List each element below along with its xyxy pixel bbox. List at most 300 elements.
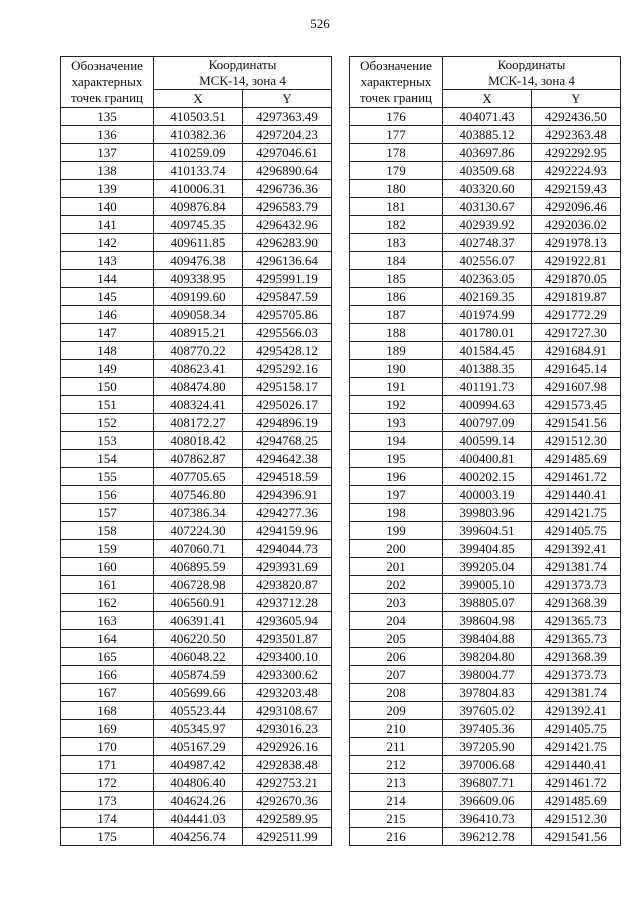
x-coordinate-cell: 408324.41 bbox=[154, 396, 243, 414]
table-row bbox=[61, 144, 332, 162]
table-row bbox=[61, 198, 332, 216]
table-row bbox=[350, 828, 621, 846]
point-header-line-2: характерных bbox=[360, 74, 432, 89]
table-row bbox=[350, 180, 621, 198]
table-row bbox=[350, 252, 621, 270]
x-coordinate-cell: 399404.85 bbox=[443, 540, 532, 558]
x-coordinate-cell: 406728.98 bbox=[154, 576, 243, 594]
x-coordinate-cell: 400994.63 bbox=[443, 396, 532, 414]
table-row bbox=[350, 486, 621, 504]
y-coordinate-cell: 4292511.99 bbox=[243, 828, 332, 846]
y-coordinate-cell: 4294642.38 bbox=[243, 450, 332, 468]
table-row bbox=[61, 738, 332, 756]
point-number-cell: 197 bbox=[350, 486, 443, 504]
point-number-cell: 198 bbox=[350, 504, 443, 522]
point-number-cell: 199 bbox=[350, 522, 443, 540]
point-column-header bbox=[350, 57, 443, 108]
x-coordinate-cell: 397006.68 bbox=[443, 756, 532, 774]
y-coordinate-cell: 4294044.73 bbox=[243, 540, 332, 558]
point-number-cell: 204 bbox=[350, 612, 443, 630]
table-row bbox=[350, 720, 621, 738]
point-number-cell: 216 bbox=[350, 828, 443, 846]
point-number-cell: 163 bbox=[61, 612, 154, 630]
x-coordinate-cell: 404071.43 bbox=[443, 108, 532, 126]
y-coordinate-cell: 4291368.39 bbox=[532, 594, 621, 612]
table-row bbox=[61, 414, 332, 432]
point-number-cell: 190 bbox=[350, 360, 443, 378]
point-header-line-3: точек границ bbox=[70, 90, 144, 105]
x-coordinate-cell: 405345.97 bbox=[154, 720, 243, 738]
point-number-cell: 152 bbox=[61, 414, 154, 432]
point-header-line-1: Обозначение bbox=[360, 58, 432, 73]
point-number-cell: 172 bbox=[61, 774, 154, 792]
point-number-cell: 194 bbox=[350, 432, 443, 450]
y-coordinate-cell: 4291607.98 bbox=[532, 378, 621, 396]
point-number-cell: 188 bbox=[350, 324, 443, 342]
point-number-cell: 159 bbox=[61, 540, 154, 558]
x-coordinate-cell: 396609.06 bbox=[443, 792, 532, 810]
x-coordinate-cell: 400797.09 bbox=[443, 414, 532, 432]
coordinates-header-line-2: МСК-14, зона 4 bbox=[488, 73, 575, 88]
point-number-cell: 205 bbox=[350, 630, 443, 648]
x-coordinate-cell: 398404.88 bbox=[443, 630, 532, 648]
y-coordinate-cell: 4291485.69 bbox=[532, 450, 621, 468]
point-number-cell: 164 bbox=[61, 630, 154, 648]
table-row bbox=[350, 378, 621, 396]
y-coordinate-cell: 4291870.05 bbox=[532, 270, 621, 288]
point-number-cell: 136 bbox=[61, 126, 154, 144]
x-coordinate-cell: 399005.10 bbox=[443, 576, 532, 594]
x-coordinate-cell: 402169.35 bbox=[443, 288, 532, 306]
point-number-cell: 158 bbox=[61, 522, 154, 540]
table-row bbox=[61, 288, 332, 306]
point-number-cell: 207 bbox=[350, 666, 443, 684]
point-number-cell: 202 bbox=[350, 576, 443, 594]
x-coordinate-cell: 406048.22 bbox=[154, 648, 243, 666]
table-row bbox=[61, 522, 332, 540]
table-row bbox=[61, 450, 332, 468]
point-number-cell: 151 bbox=[61, 396, 154, 414]
table-row bbox=[61, 612, 332, 630]
x-coordinate-cell: 404256.74 bbox=[154, 828, 243, 846]
coordinates-header bbox=[154, 57, 332, 90]
x-coordinate-cell: 410259.09 bbox=[154, 144, 243, 162]
x-coordinate-cell: 407224.30 bbox=[154, 522, 243, 540]
x-coordinate-cell: 399803.96 bbox=[443, 504, 532, 522]
x-coordinate-cell: 409745.35 bbox=[154, 216, 243, 234]
point-number-cell: 178 bbox=[350, 144, 443, 162]
y-coordinate-cell: 4291922.81 bbox=[532, 252, 621, 270]
table-row bbox=[61, 504, 332, 522]
point-number-cell: 150 bbox=[61, 378, 154, 396]
table-row bbox=[61, 810, 332, 828]
x-coordinate-cell: 398805.07 bbox=[443, 594, 532, 612]
table-row bbox=[61, 432, 332, 450]
point-number-cell: 168 bbox=[61, 702, 154, 720]
y-coordinate-cell: 4292436.50 bbox=[532, 108, 621, 126]
table-row bbox=[61, 702, 332, 720]
y-coordinate-cell: 4292096.46 bbox=[532, 198, 621, 216]
point-number-cell: 201 bbox=[350, 558, 443, 576]
x-coordinate-cell: 410006.31 bbox=[154, 180, 243, 198]
table-row bbox=[61, 630, 332, 648]
table-row bbox=[61, 306, 332, 324]
table-row bbox=[61, 126, 332, 144]
x-coordinate-cell: 397804.83 bbox=[443, 684, 532, 702]
table-row bbox=[350, 306, 621, 324]
point-number-cell: 192 bbox=[350, 396, 443, 414]
y-coordinate-cell: 4297204.23 bbox=[243, 126, 332, 144]
table-row bbox=[61, 252, 332, 270]
table-body-left bbox=[61, 108, 332, 846]
point-number-cell: 187 bbox=[350, 306, 443, 324]
x-coordinate-cell: 400400.81 bbox=[443, 450, 532, 468]
point-header-line-2: характерных bbox=[71, 74, 143, 89]
table-row bbox=[350, 162, 621, 180]
x-coordinate-cell: 410133.74 bbox=[154, 162, 243, 180]
point-number-cell: 195 bbox=[350, 450, 443, 468]
point-number-cell: 179 bbox=[350, 162, 443, 180]
x-coordinate-cell: 398604.98 bbox=[443, 612, 532, 630]
table-row bbox=[350, 774, 621, 792]
table-row bbox=[61, 396, 332, 414]
y-coordinate-cell: 4297363.49 bbox=[243, 108, 332, 126]
point-number-cell: 162 bbox=[61, 594, 154, 612]
x-coordinate-cell: 406220.50 bbox=[154, 630, 243, 648]
table-row bbox=[61, 540, 332, 558]
x-coordinate-cell: 403320.60 bbox=[443, 180, 532, 198]
y-coordinate-cell: 4293016.23 bbox=[243, 720, 332, 738]
y-coordinate-cell: 4291373.73 bbox=[532, 576, 621, 594]
y-coordinate-cell: 4294768.25 bbox=[243, 432, 332, 450]
x-column-header: X bbox=[154, 90, 243, 108]
y-coordinate-cell: 4296432.96 bbox=[243, 216, 332, 234]
y-coordinate-cell: 4296283.90 bbox=[243, 234, 332, 252]
x-coordinate-cell: 400003.19 bbox=[443, 486, 532, 504]
point-number-cell: 176 bbox=[350, 108, 443, 126]
table-row bbox=[61, 648, 332, 666]
point-number-cell: 206 bbox=[350, 648, 443, 666]
x-coordinate-cell: 409058.34 bbox=[154, 306, 243, 324]
table-row bbox=[350, 144, 621, 162]
coordinates-header-line-1: Координаты bbox=[208, 57, 277, 72]
x-coordinate-cell: 401388.35 bbox=[443, 360, 532, 378]
y-coordinate-cell: 4296736.36 bbox=[243, 180, 332, 198]
x-coordinate-cell: 401974.99 bbox=[443, 306, 532, 324]
y-coordinate-cell: 4294518.59 bbox=[243, 468, 332, 486]
y-coordinate-cell: 4292838.48 bbox=[243, 756, 332, 774]
table-row bbox=[350, 702, 621, 720]
point-number-cell: 184 bbox=[350, 252, 443, 270]
y-coordinate-cell: 4291461.72 bbox=[532, 774, 621, 792]
point-number-cell: 156 bbox=[61, 486, 154, 504]
x-coordinate-cell: 402363.05 bbox=[443, 270, 532, 288]
table-row bbox=[350, 810, 621, 828]
table-row bbox=[350, 342, 621, 360]
table-row bbox=[61, 270, 332, 288]
table-body-right bbox=[350, 108, 621, 846]
x-coordinate-cell: 397605.02 bbox=[443, 702, 532, 720]
point-number-cell: 144 bbox=[61, 270, 154, 288]
point-number-cell: 137 bbox=[61, 144, 154, 162]
y-coordinate-cell: 4293400.10 bbox=[243, 648, 332, 666]
table-row bbox=[61, 666, 332, 684]
point-number-cell: 213 bbox=[350, 774, 443, 792]
table-row bbox=[350, 648, 621, 666]
table-row bbox=[61, 828, 332, 846]
table-row bbox=[350, 414, 621, 432]
y-coordinate-cell: 4296890.64 bbox=[243, 162, 332, 180]
y-coordinate-cell: 4293501.87 bbox=[243, 630, 332, 648]
point-number-cell: 208 bbox=[350, 684, 443, 702]
table-row bbox=[61, 180, 332, 198]
x-coordinate-cell: 399205.04 bbox=[443, 558, 532, 576]
table-row bbox=[61, 324, 332, 342]
x-coordinate-cell: 401780.01 bbox=[443, 324, 532, 342]
x-coordinate-cell: 396410.73 bbox=[443, 810, 532, 828]
table-row bbox=[350, 684, 621, 702]
point-number-cell: 170 bbox=[61, 738, 154, 756]
y-coordinate-cell: 4292753.21 bbox=[243, 774, 332, 792]
y-coordinate-cell: 4291440.41 bbox=[532, 486, 621, 504]
x-coordinate-cell: 410382.36 bbox=[154, 126, 243, 144]
point-number-cell: 169 bbox=[61, 720, 154, 738]
table-row bbox=[350, 432, 621, 450]
table-row bbox=[61, 792, 332, 810]
y-coordinate-cell: 4295847.59 bbox=[243, 288, 332, 306]
table-row bbox=[350, 612, 621, 630]
point-number-cell: 160 bbox=[61, 558, 154, 576]
table-row bbox=[350, 270, 621, 288]
y-coordinate-cell: 4294159.96 bbox=[243, 522, 332, 540]
y-coordinate-cell: 4291461.72 bbox=[532, 468, 621, 486]
table-row bbox=[350, 738, 621, 756]
table-row bbox=[350, 576, 621, 594]
y-coordinate-cell: 4291440.41 bbox=[532, 756, 621, 774]
table-row bbox=[61, 558, 332, 576]
table-row bbox=[61, 342, 332, 360]
point-number-cell: 215 bbox=[350, 810, 443, 828]
point-number-cell: 146 bbox=[61, 306, 154, 324]
y-coordinate-cell: 4293820.87 bbox=[243, 576, 332, 594]
point-number-cell: 141 bbox=[61, 216, 154, 234]
x-coordinate-cell: 406560.91 bbox=[154, 594, 243, 612]
y-coordinate-cell: 4295026.17 bbox=[243, 396, 332, 414]
x-coordinate-cell: 408172.27 bbox=[154, 414, 243, 432]
y-coordinate-cell: 4291727.30 bbox=[532, 324, 621, 342]
y-coordinate-cell: 4296136.64 bbox=[243, 252, 332, 270]
table-row bbox=[350, 234, 621, 252]
x-coordinate-cell: 396807.71 bbox=[443, 774, 532, 792]
x-coordinate-cell: 402556.07 bbox=[443, 252, 532, 270]
x-coordinate-cell: 402748.37 bbox=[443, 234, 532, 252]
x-coordinate-cell: 409611.85 bbox=[154, 234, 243, 252]
table-row bbox=[61, 774, 332, 792]
table-row bbox=[350, 324, 621, 342]
table-row bbox=[350, 450, 621, 468]
y-coordinate-cell: 4293108.67 bbox=[243, 702, 332, 720]
point-number-cell: 212 bbox=[350, 756, 443, 774]
table-row bbox=[350, 666, 621, 684]
y-coordinate-cell: 4291365.73 bbox=[532, 612, 621, 630]
coordinates-table-right bbox=[349, 56, 621, 846]
point-number-cell: 174 bbox=[61, 810, 154, 828]
x-coordinate-cell: 397405.36 bbox=[443, 720, 532, 738]
point-number-cell: 173 bbox=[61, 792, 154, 810]
point-number-cell: 148 bbox=[61, 342, 154, 360]
point-number-cell: 203 bbox=[350, 594, 443, 612]
point-number-cell: 161 bbox=[61, 576, 154, 594]
coordinates-header-line-1: Координаты bbox=[497, 57, 566, 72]
y-coordinate-cell: 4291365.73 bbox=[532, 630, 621, 648]
x-coordinate-cell: 406391.41 bbox=[154, 612, 243, 630]
x-coordinate-cell: 407386.34 bbox=[154, 504, 243, 522]
table-row bbox=[350, 288, 621, 306]
x-coordinate-cell: 400202.15 bbox=[443, 468, 532, 486]
x-coordinate-cell: 403697.86 bbox=[443, 144, 532, 162]
point-number-cell: 142 bbox=[61, 234, 154, 252]
x-coordinate-cell: 405523.44 bbox=[154, 702, 243, 720]
table-row bbox=[61, 684, 332, 702]
y-coordinate-cell: 4292036.02 bbox=[532, 216, 621, 234]
point-number-cell: 177 bbox=[350, 126, 443, 144]
x-coordinate-cell: 408915.21 bbox=[154, 324, 243, 342]
point-number-cell: 135 bbox=[61, 108, 154, 126]
table-row bbox=[61, 720, 332, 738]
x-coordinate-cell: 397205.90 bbox=[443, 738, 532, 756]
point-number-cell: 183 bbox=[350, 234, 443, 252]
point-number-cell: 214 bbox=[350, 792, 443, 810]
y-coordinate-cell: 4295991.19 bbox=[243, 270, 332, 288]
table-row bbox=[350, 360, 621, 378]
y-coordinate-cell: 4291541.56 bbox=[532, 414, 621, 432]
x-coordinate-cell: 407705.65 bbox=[154, 468, 243, 486]
table-row bbox=[61, 576, 332, 594]
point-number-cell: 140 bbox=[61, 198, 154, 216]
x-coordinate-cell: 398204.80 bbox=[443, 648, 532, 666]
y-coordinate-cell: 4295705.86 bbox=[243, 306, 332, 324]
y-coordinate-cell: 4292159.43 bbox=[532, 180, 621, 198]
y-column-header: Y bbox=[243, 90, 332, 108]
point-number-cell: 175 bbox=[61, 828, 154, 846]
y-coordinate-cell: 4291405.75 bbox=[532, 522, 621, 540]
x-coordinate-cell: 401584.45 bbox=[443, 342, 532, 360]
point-number-cell: 145 bbox=[61, 288, 154, 306]
point-number-cell: 139 bbox=[61, 180, 154, 198]
table-row bbox=[61, 378, 332, 396]
table-row bbox=[350, 558, 621, 576]
table-row bbox=[61, 486, 332, 504]
x-coordinate-cell: 405874.59 bbox=[154, 666, 243, 684]
point-number-cell: 165 bbox=[61, 648, 154, 666]
x-coordinate-cell: 400599.14 bbox=[443, 432, 532, 450]
point-number-cell: 210 bbox=[350, 720, 443, 738]
x-coordinate-cell: 408474.80 bbox=[154, 378, 243, 396]
x-coordinate-cell: 404806.40 bbox=[154, 774, 243, 792]
point-number-cell: 138 bbox=[61, 162, 154, 180]
point-number-cell: 191 bbox=[350, 378, 443, 396]
y-coordinate-cell: 4291405.75 bbox=[532, 720, 621, 738]
x-coordinate-cell: 403885.12 bbox=[443, 126, 532, 144]
x-coordinate-cell: 403509.68 bbox=[443, 162, 532, 180]
point-header-line-3: точек границ bbox=[359, 90, 433, 105]
y-coordinate-cell: 4292292.95 bbox=[532, 144, 621, 162]
y-coordinate-cell: 4291392.41 bbox=[532, 540, 621, 558]
y-coordinate-cell: 4291392.41 bbox=[532, 702, 621, 720]
table-row bbox=[350, 468, 621, 486]
table-row bbox=[350, 198, 621, 216]
y-coordinate-cell: 4291512.30 bbox=[532, 810, 621, 828]
y-coordinate-cell: 4292363.48 bbox=[532, 126, 621, 144]
y-coordinate-cell: 4293931.69 bbox=[243, 558, 332, 576]
table-row bbox=[61, 594, 332, 612]
y-coordinate-cell: 4291978.13 bbox=[532, 234, 621, 252]
y-coordinate-cell: 4293712.28 bbox=[243, 594, 332, 612]
table-row bbox=[350, 522, 621, 540]
point-header-line-1: Обозначение bbox=[71, 58, 143, 73]
point-number-cell: 180 bbox=[350, 180, 443, 198]
point-number-cell: 147 bbox=[61, 324, 154, 342]
y-coordinate-cell: 4292926.16 bbox=[243, 738, 332, 756]
table-row bbox=[350, 630, 621, 648]
point-number-cell: 189 bbox=[350, 342, 443, 360]
x-coordinate-cell: 396212.78 bbox=[443, 828, 532, 846]
y-coordinate-cell: 4297046.61 bbox=[243, 144, 332, 162]
y-coordinate-cell: 4294396.91 bbox=[243, 486, 332, 504]
y-coordinate-cell: 4291421.75 bbox=[532, 738, 621, 756]
x-coordinate-cell: 409199.60 bbox=[154, 288, 243, 306]
y-coordinate-cell: 4291485.69 bbox=[532, 792, 621, 810]
y-coordinate-cell: 4291772.29 bbox=[532, 306, 621, 324]
x-coordinate-cell: 408018.42 bbox=[154, 432, 243, 450]
table-row bbox=[350, 540, 621, 558]
point-number-cell: 186 bbox=[350, 288, 443, 306]
x-column-header: X bbox=[443, 90, 532, 108]
y-coordinate-cell: 4293203.48 bbox=[243, 684, 332, 702]
point-number-cell: 200 bbox=[350, 540, 443, 558]
point-number-cell: 171 bbox=[61, 756, 154, 774]
page-number: 526 bbox=[310, 16, 330, 31]
y-coordinate-cell: 4292589.95 bbox=[243, 810, 332, 828]
table-row bbox=[350, 504, 621, 522]
point-number-cell: 155 bbox=[61, 468, 154, 486]
table-row bbox=[350, 126, 621, 144]
x-coordinate-cell: 407546.80 bbox=[154, 486, 243, 504]
point-number-cell: 196 bbox=[350, 468, 443, 486]
point-number-cell: 185 bbox=[350, 270, 443, 288]
point-number-cell: 181 bbox=[350, 198, 443, 216]
x-coordinate-cell: 404441.03 bbox=[154, 810, 243, 828]
y-coordinate-cell: 4291684.91 bbox=[532, 342, 621, 360]
point-number-cell: 193 bbox=[350, 414, 443, 432]
table-row bbox=[61, 234, 332, 252]
x-coordinate-cell: 410503.51 bbox=[154, 108, 243, 126]
table-row bbox=[350, 756, 621, 774]
x-coordinate-cell: 399604.51 bbox=[443, 522, 532, 540]
table-row bbox=[61, 108, 332, 126]
y-coordinate-cell: 4291541.56 bbox=[532, 828, 621, 846]
point-number-cell: 166 bbox=[61, 666, 154, 684]
y-coordinate-cell: 4291512.30 bbox=[532, 432, 621, 450]
y-column-header: Y bbox=[532, 90, 621, 108]
x-coordinate-cell: 409876.84 bbox=[154, 198, 243, 216]
y-coordinate-cell: 4291368.39 bbox=[532, 648, 621, 666]
x-coordinate-cell: 409338.95 bbox=[154, 270, 243, 288]
x-coordinate-cell: 407862.87 bbox=[154, 450, 243, 468]
table-row bbox=[61, 216, 332, 234]
x-coordinate-cell: 405699.66 bbox=[154, 684, 243, 702]
y-coordinate-cell: 4292224.93 bbox=[532, 162, 621, 180]
